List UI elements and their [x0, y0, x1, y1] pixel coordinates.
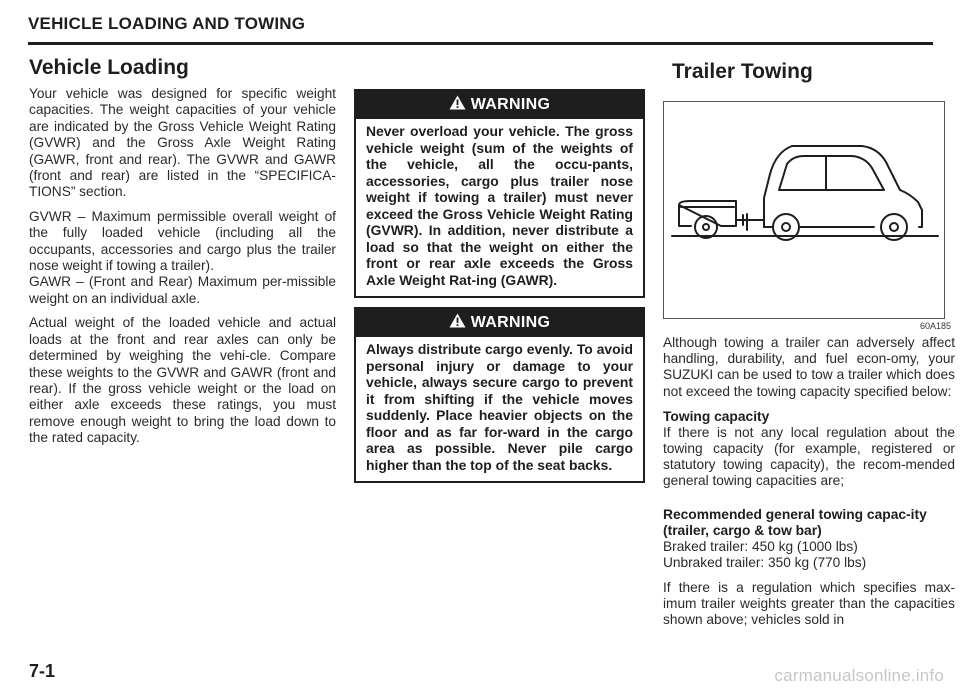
trailer-towing-heading: Trailer Towing	[672, 60, 813, 83]
warning-text: Always distribute cargo evenly. To avoid personal injury or damage to your vehicle, always secure cargo to prevent it from shifting if the vehicle moves suddenly. Place heavier objects on the floor and as far for-ward in the cargo area as possible. Never pile cargo higher than the top of the seat backs.	[366, 341, 633, 473]
vehicle-loading-heading: Vehicle Loading	[29, 56, 189, 79]
warning-box-overload	[354, 89, 645, 298]
vehicle-loading-para-4: Actual weight of the loaded vehicle and actual loads at the front and rear axles can only be determined by weighing the vehi-cle. Compare these weights to the GVWR and GAWR (front and rear). If the gross vehicle weight or the load on either axle exceeds these ratings, you must remove enough weight to bring the load down to the rated capacity.	[29, 315, 336, 446]
section-header: VEHICLE LOADING AND TOWING	[28, 14, 306, 33]
warning-label: WARNING	[470, 314, 551, 331]
towing-capacity-heading: Towing capacity	[663, 408, 770, 424]
watermark: carmanualsonline.info	[774, 666, 944, 685]
page-number: 7-1	[29, 661, 56, 681]
vehicle-loading-para-2: GVWR – Maximum permissible overall weight of the fully loaded vehicle (including all the occupants, accessories and cargo plus the trailer nose weight if towing a trailer).	[29, 208, 336, 274]
braked-trailer-value: Braked trailer: 450 kg (1000 lbs)	[663, 538, 858, 554]
vehicle-loading-column	[29, 56, 336, 455]
warning-triangle-icon	[449, 95, 466, 115]
towing-capacity-text: If there is not any local regulation about the towing capacity (for example, registered or statutory towing capacity), the recom-mended general towing capacities are;	[663, 424, 955, 489]
towing-illustration	[663, 101, 945, 319]
trailer-towing-column	[663, 60, 955, 638]
vehicle-loading-para-1: Your vehicle was designed for specific weight capacities. The weight capacities of your vehicle are indicated by the Gross Vehicle Weight Rating (GVWR) and the Gross Axle Weight Rating (GAWR, front and rear). The GVWR and GAWR (front and rear) are listed in the “SPECIFICA-TIONS” section.	[29, 86, 336, 200]
car-towing-trailer-icon	[664, 102, 944, 318]
warning-label: WARNING	[470, 96, 551, 113]
warning-text: Never overload your vehicle. The gross vehicle weight (sum of the weights of the vehicle, all the occu-pants, accessories, cargo plus trailer nose weight if towing a trailer) must never exceed the Gross Vehicle Weight Rating (GVWR). In addition, never distribute a load so that the weight on either the front or rear axle exceeds the Gross Axle Weight Rat-ing (GAWR).	[366, 123, 633, 288]
header-rule	[28, 42, 933, 45]
warning-header	[356, 91, 643, 119]
unbraked-trailer-value: Unbraked trailer: 350 kg (770 lbs)	[663, 554, 867, 570]
warning-triangle-icon	[449, 313, 466, 333]
figure-code: 60A185	[919, 321, 951, 331]
warning-header	[356, 309, 643, 337]
trailer-towing-closing: If there is a regulation which specifies max-imum trailer weights greater than the capacities shown above; vehicles sold in	[663, 580, 955, 628]
trailer-towing-intro: Although towing a trailer can adversely affect handling, durability, and fuel econ-omy, your SUZUKI can be used to tow a trailer which does not exceed the towing capacity specified below:	[663, 335, 955, 399]
vehicle-loading-para-3: GAWR – (Front and Rear) Maximum per-missible weight on an individual axle.	[29, 274, 336, 306]
recommended-capacity-heading: Recommended general towing capac-ity (trailer, cargo & tow bar)	[663, 506, 927, 538]
warning-box-distribute	[354, 307, 645, 483]
